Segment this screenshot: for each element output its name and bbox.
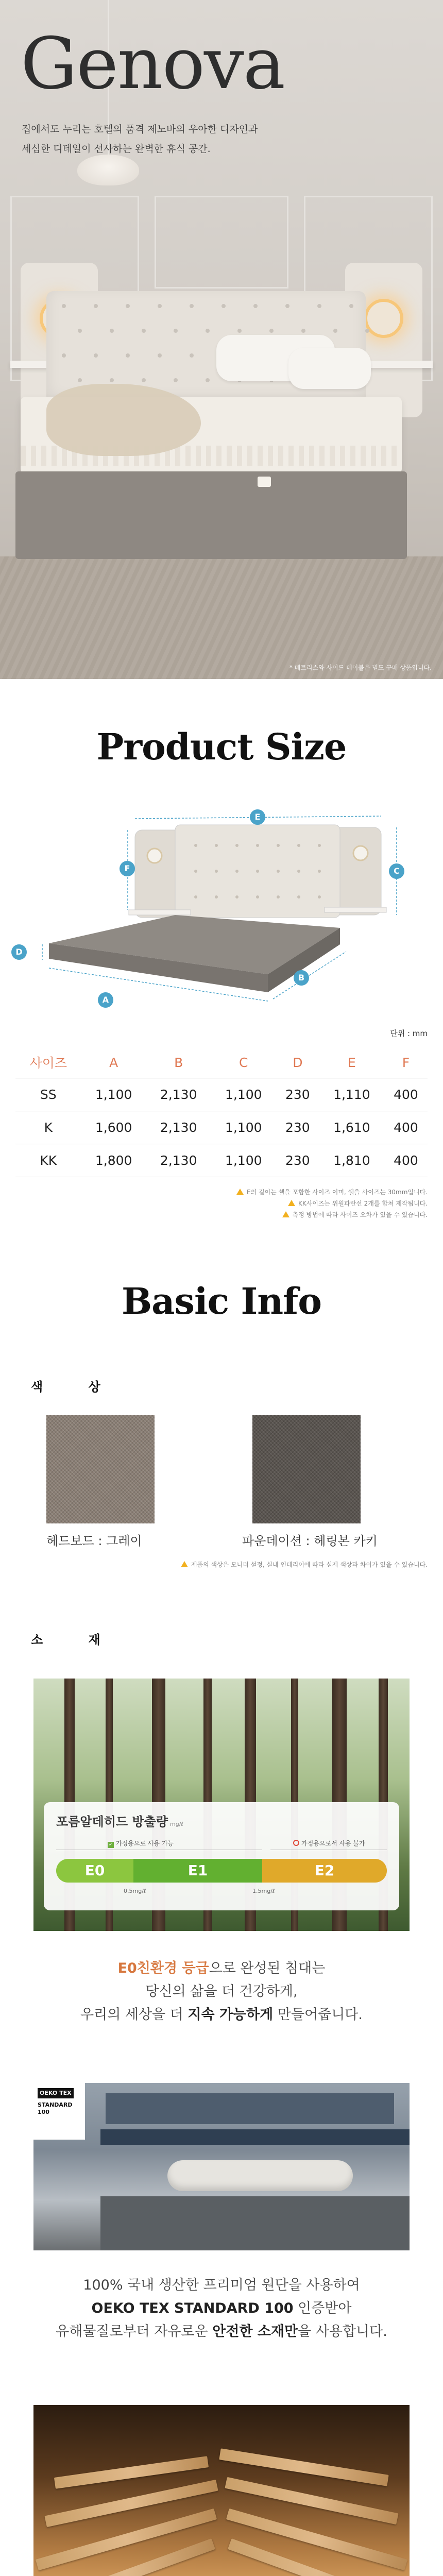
table-header-cell: E [319,1048,384,1078]
color-swatches [15,1415,428,1549]
check-icon: ✓ [108,1842,113,1848]
table-row [15,1078,428,1111]
headboard-tuft [349,304,353,308]
headboard-tuft [206,378,210,382]
table-cell: 1,100 [211,1111,276,1144]
swatch-label: 헤드보드 : 그레이 [46,1534,142,1548]
headboard-tuft [253,304,258,308]
headboard-tuft [142,329,146,333]
size-diagram [0,799,443,1026]
table-cell: 1,610 [319,1111,384,1144]
wood-photo [33,2405,410,2576]
headboard-tuft [110,329,114,333]
tagline-line: 세심한 디테일이 선사하는 완벽한 휴식 공간. [22,143,211,155]
headboard-tuft [94,353,98,358]
headboard-tuft [333,329,337,333]
headboard-tuft [206,329,210,333]
table-cell: K [15,1111,81,1144]
usable-label: ✓ 가정용으로 사용 가능 [108,1840,174,1848]
hero-section [0,0,443,679]
pendant-lamp [77,155,139,185]
size-note: KK사이즈는 위원파란선 2개를 합쳐 제작됩니다. [15,1198,428,1209]
headboard-tuft [158,304,162,308]
eco-caption: E0친환경 등급으로 완성된 침대는 당신의 삶을 더 건강하게, 우리의 세상을 더 지속 가능하게 만들어줍니다. [80,1960,363,2023]
warning-icon [236,1189,244,1195]
table-cell: 1,110 [319,1078,384,1111]
threshold-label: 1.5mg/ℓ [252,1888,275,1894]
table-header-row [15,1048,428,1078]
table-header-cell: D [276,1048,319,1078]
swatch-foundation [232,1415,428,1549]
bed-base [15,471,407,559]
headboard-tuft [78,378,82,382]
warning-icon [288,1200,295,1206]
headboard-tuft [174,329,178,333]
dimension-label-f: F [120,861,135,876]
dimension-label-d: D [11,944,27,960]
brand-badge [258,477,271,487]
table-cell: 230 [276,1144,319,1177]
threshold-label: 0.5mg/ℓ [124,1888,146,1894]
basic-info-section [0,1221,443,2576]
dimension-label-a: A [98,992,113,1008]
table-header-cell: F [384,1048,428,1078]
headboard-tuft [174,378,178,382]
size-note: 측정 방법에 따라 사이즈 오차가 있을 수 있습니다. [15,1209,428,1221]
table-header-cell: A [81,1048,146,1078]
size-notes [15,1187,428,1221]
table-cell: SS [15,1078,81,1111]
bed-dimension-diagram [0,799,443,1026]
size-table [15,1048,428,1177]
table-row [15,1111,428,1144]
warning-icon [282,1211,289,1217]
hero-note: * 매트리스와 사이드 테이블은 별도 구매 상품입니다. [289,664,432,671]
floor [0,556,443,679]
size-note: E의 길이는 쉘을 포함한 사이즈 이며, 쉘을 사이즈는 30mm입니다. [15,1187,428,1198]
product-size-section [0,679,443,1221]
color-note: 제품의 색상은 모니터 설정, 실내 인테리어에 따라 실제 색상과 차이가 있을 수 있습니다. [15,1559,428,1570]
dimension-label-c: C [389,863,404,879]
unit-label: 단위 : mm [390,1029,428,1038]
basic-info-title: Basic Info [122,1280,321,1323]
headboard-tuft [62,304,66,308]
warning-icon [181,1561,188,1567]
swatch-headboard [15,1415,211,1549]
fabric-roll [167,2160,353,2191]
headboard-tuft [365,329,369,333]
color-label: 색 상 [31,1380,121,1394]
headboard-tuft [301,329,305,333]
table-header-cell: C [211,1048,276,1078]
right-ring-light [364,299,403,338]
headboard-tuft [222,304,226,308]
headboard-tuft [62,353,66,358]
table-cell: KK [15,1144,81,1177]
headboard-tuft [190,304,194,308]
headboard-tuft [126,353,130,358]
table-cell: 2,130 [146,1111,211,1144]
headboard-tuft [126,304,130,308]
oeko-caption: 100% 국내 생산한 프리미엄 원단을 사용하여 OEKO TEX STANDARD 100 인증받아 유해물질로부터 자유로운 안전한 소재만을 사용합니다. [56,2277,387,2340]
headboard-tuft [317,304,321,308]
foundation-swatch [252,1415,361,1523]
product-size-title: Product Size [96,725,347,768]
formaldehyde-title: 포름알데히드 방출량 mg/ℓ [56,1815,183,1829]
table-row [15,1144,428,1177]
grade-e0: E0 [56,1859,133,1883]
table-cell: 230 [276,1111,319,1144]
table-cell: 2,130 [146,1144,211,1177]
dimension-label-b: B [294,970,309,986]
forest-photo [33,1679,410,1931]
headboard-tuft [142,378,146,382]
table-cell: 2,130 [146,1078,211,1111]
table-header-cell: 사이즈 [15,1048,81,1078]
table-cell: 230 [276,1078,319,1111]
wall-molding [155,196,288,289]
grade-e2: E2 [262,1859,387,1883]
table-cell: 1,600 [81,1111,146,1144]
headboard-tuft [94,304,98,308]
pillow [288,348,371,389]
headboard-swatch [46,1415,155,1523]
tagline-line: 집에서도 누리는 호텔의 품격 제노바의 우아한 디자인과 [22,124,258,135]
material-label: 소 재 [31,1633,121,1647]
headboard-tuft [110,378,114,382]
hero-tagline [22,120,258,159]
table-header-cell: B [146,1048,211,1078]
headboard-tuft [237,329,242,333]
table-cell: 1,100 [81,1078,146,1111]
formaldehyde-card [44,1802,399,1910]
oeko-tex-logo: OEKO TEX STANDARD 100 [33,2083,85,2140]
unusable-label: 가정용으로서 사용 불가 [293,1839,365,1848]
table-cell: 1,100 [211,1078,276,1111]
headboard-tuft [285,304,289,308]
table-cell: 400 [384,1111,428,1144]
table-cell: 1,100 [211,1144,276,1177]
headboard-tuft [158,353,162,358]
prohibited-icon [293,1840,299,1846]
brand-title: Genova [21,22,285,105]
table-cell: 400 [384,1144,428,1177]
headboard-tuft [190,353,194,358]
table-cell: 1,800 [81,1144,146,1177]
headboard-tuft [269,329,274,333]
swatch-label: 파운데이션 : 헤링본 카키 [242,1534,378,1548]
factory-photo [33,2083,410,2250]
dimension-label-e: E [250,809,265,825]
table-cell: 1,810 [319,1144,384,1177]
headboard-tuft [78,329,82,333]
table-cell: 400 [384,1078,428,1111]
grade-e1: E1 [133,1859,262,1883]
